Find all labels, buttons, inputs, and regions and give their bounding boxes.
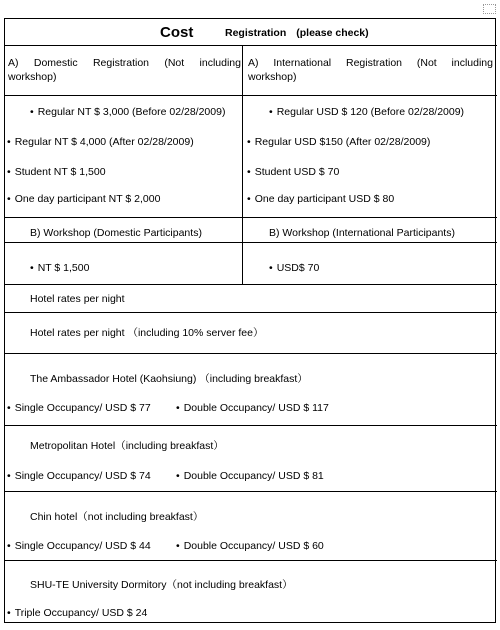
bullet-icon: • xyxy=(176,470,180,482)
bullet-icon: • xyxy=(269,262,273,274)
bullet-icon: • xyxy=(30,262,34,274)
registration-document xyxy=(4,4,497,624)
bullet-icon: • xyxy=(7,136,11,148)
list-item: • Double Occupancy/ USD $ 117 xyxy=(176,402,329,414)
table-rule xyxy=(5,425,497,426)
list-item: • NT $ 1,500 xyxy=(30,262,90,274)
list-item: • One day participant NT $ 2,000 xyxy=(7,193,161,205)
list-item: • Student NT $ 1,500 xyxy=(7,166,106,178)
hotel-rates-title: Hotel rates per night xyxy=(30,293,125,305)
bullet-icon: • xyxy=(247,166,251,178)
bullet-icon: • xyxy=(7,402,11,414)
cost-title: Cost xyxy=(160,24,194,41)
column-divider xyxy=(242,45,243,284)
table-rule xyxy=(5,95,497,96)
bullet-icon: • xyxy=(176,402,180,414)
list-item: • Student USD $ 70 xyxy=(247,166,340,178)
bullet-icon: • xyxy=(176,540,180,552)
bullet-icon: • xyxy=(247,136,251,148)
dormitory-name: SHU-TE University Dormitory（not including breakfast） xyxy=(30,579,293,591)
bullet-icon: • xyxy=(30,106,34,118)
list-item: • Double Occupancy/ USD $ 60 xyxy=(176,540,324,552)
page-corner-marker xyxy=(483,4,496,14)
bullet-icon: • xyxy=(7,193,11,205)
bullet-icon: • xyxy=(247,193,251,205)
workshop-international-heading: B) Workshop (International Participants) xyxy=(269,227,455,239)
list-item: • Triple Occupancy/ USD $ 24 xyxy=(7,607,148,619)
list-item: • Single Occupancy/ USD $ 77 xyxy=(7,402,151,414)
list-item: • Regular USD $ 120 (Before 02/28/2009) xyxy=(269,106,465,118)
workshop-domestic-heading: B) Workshop (Domestic Participants) xyxy=(30,227,202,239)
bullet-icon: • xyxy=(269,106,273,118)
hotel-rates-fee: Hotel rates per night （including 10% server fee） xyxy=(30,327,264,339)
table-rule xyxy=(5,45,497,46)
international-registration-heading: A) International Registration (Not including workshop) xyxy=(248,57,493,83)
table-rule xyxy=(5,242,497,243)
please-check-label: (please check) xyxy=(296,27,369,39)
table-rule xyxy=(5,491,497,492)
list-item: • Double Occupancy/ USD $ 81 xyxy=(176,470,324,482)
bullet-icon: • xyxy=(7,470,11,482)
table-rule xyxy=(5,284,497,285)
chin-hotel-name: Chin hotel（not including breakfast） xyxy=(30,511,204,523)
bullet-icon: • xyxy=(7,540,11,552)
table-rule xyxy=(5,217,497,218)
list-item: • Single Occupancy/ USD $ 44 xyxy=(7,540,151,552)
domestic-registration-heading: A) Domestic Registration (Not including workshop) xyxy=(8,57,241,83)
list-item: • Single Occupancy/ USD $ 74 xyxy=(7,470,151,482)
list-item: • USD$ 70 xyxy=(269,262,320,274)
bullet-icon: • xyxy=(7,166,11,178)
registration-label: Registration xyxy=(225,27,287,39)
ambassador-hotel-name: The Ambassador Hotel (Kaohsiung) （including breakfast） xyxy=(30,373,308,385)
table-rule xyxy=(5,312,497,313)
bullet-icon: • xyxy=(7,607,11,619)
list-item: • One day participant USD $ 80 xyxy=(247,193,395,205)
table-rule xyxy=(5,560,497,561)
list-item: • Regular USD $150 (After 02/28/2009) xyxy=(247,136,431,148)
list-item: • Regular NT $ 3,000 (Before 02/28/2009) xyxy=(30,106,226,118)
table-rule xyxy=(5,353,497,354)
list-item: • Regular NT $ 4,000 (After 02/28/2009) xyxy=(7,136,194,148)
metropolitan-hotel-name: Metropolitan Hotel（including breakfast） xyxy=(30,440,224,452)
